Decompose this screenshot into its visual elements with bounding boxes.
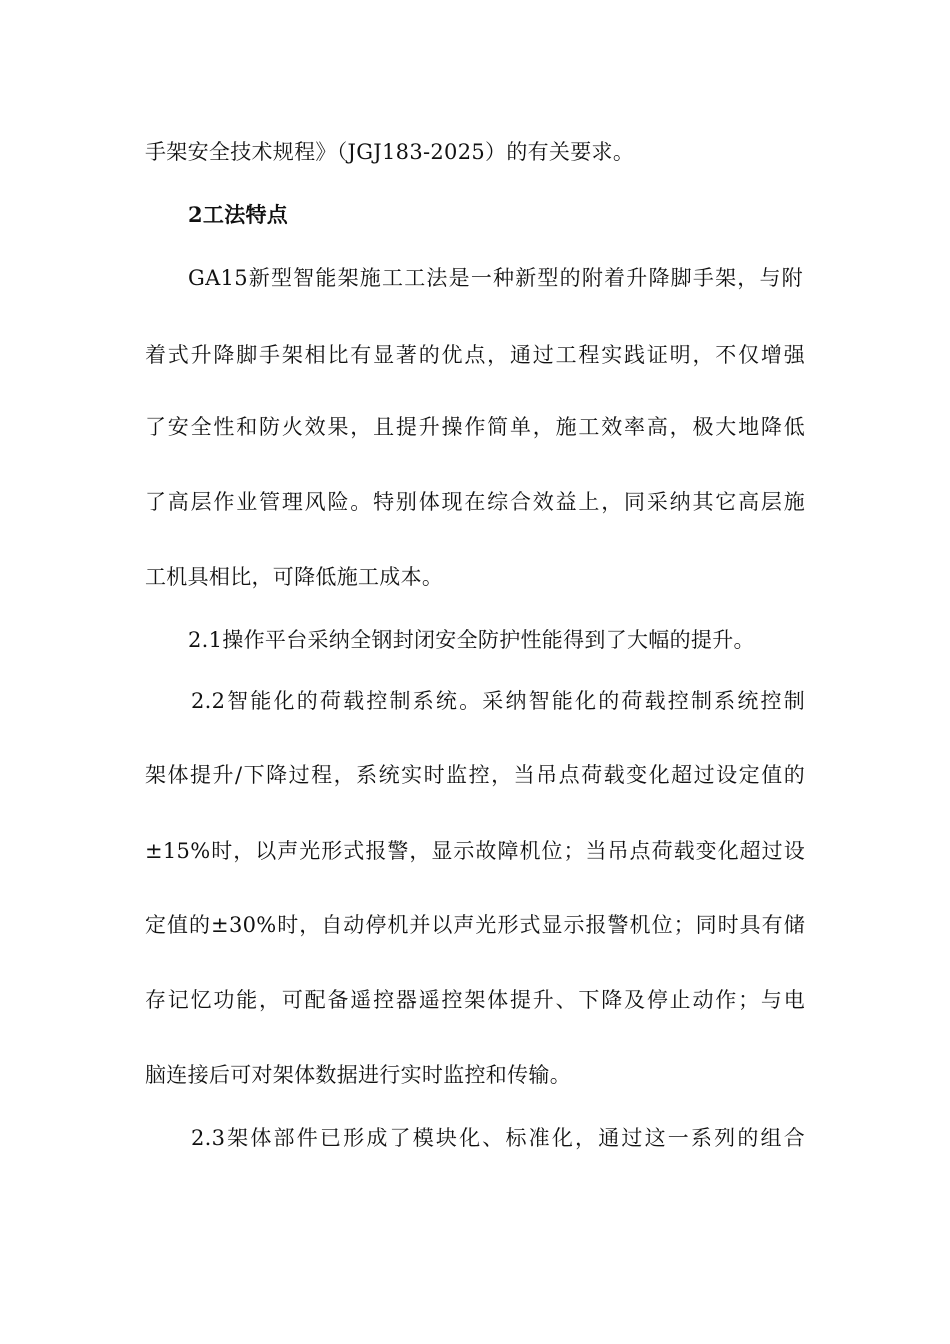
body-text-line: 2.2智能化的荷载控制系统。采纳智能化的荷载控制系统控制: [191, 689, 805, 713]
body-text-line: ±15%时，以声光形式报警，显示故障机位；当吊点荷载变化超过设: [145, 839, 805, 863]
section-heading: 2工法特点: [188, 202, 289, 227]
body-text-line: 架体提升/下降过程，系统实时监控，当吊点荷载变化超过设定值的: [145, 763, 805, 787]
body-text-line: 手架安全技术规程》（JGJ183-2025）的有关要求。: [145, 140, 635, 164]
body-text-line: 定值的±30%时，自动停机并以声光形式显示报警机位；同时具有储: [145, 913, 805, 937]
body-text-line: 脑连接后可对架体数据进行实时监控和传输。: [145, 1063, 571, 1087]
body-text-line: 了高层作业管理风险。特别体现在综合效益上，同采纳其它高层施: [145, 490, 805, 514]
body-text-line: 了安全性和防火效果，且提升操作简单，施工效率高，极大地降低: [145, 415, 805, 439]
body-text-line: 存记忆功能，可配备遥控器遥控架体提升、下降及停止动作；与电: [145, 988, 805, 1012]
body-text-line: 着式升降脚手架相比有显著的优点，通过工程实践证明，不仅增强: [145, 343, 805, 367]
body-text-line: 工机具相比，可降低施工成本。: [145, 565, 444, 589]
body-text-line: 2.1操作平台采纳全钢封闭安全防护性能得到了大幅的提升。: [188, 628, 755, 652]
body-text-line: GA15新型智能架施工工法是一种新型的附着升降脚手架，与附: [188, 266, 803, 290]
body-text-line: 2.3架体部件已形成了模块化、标准化，通过这一系列的组合: [191, 1126, 805, 1150]
